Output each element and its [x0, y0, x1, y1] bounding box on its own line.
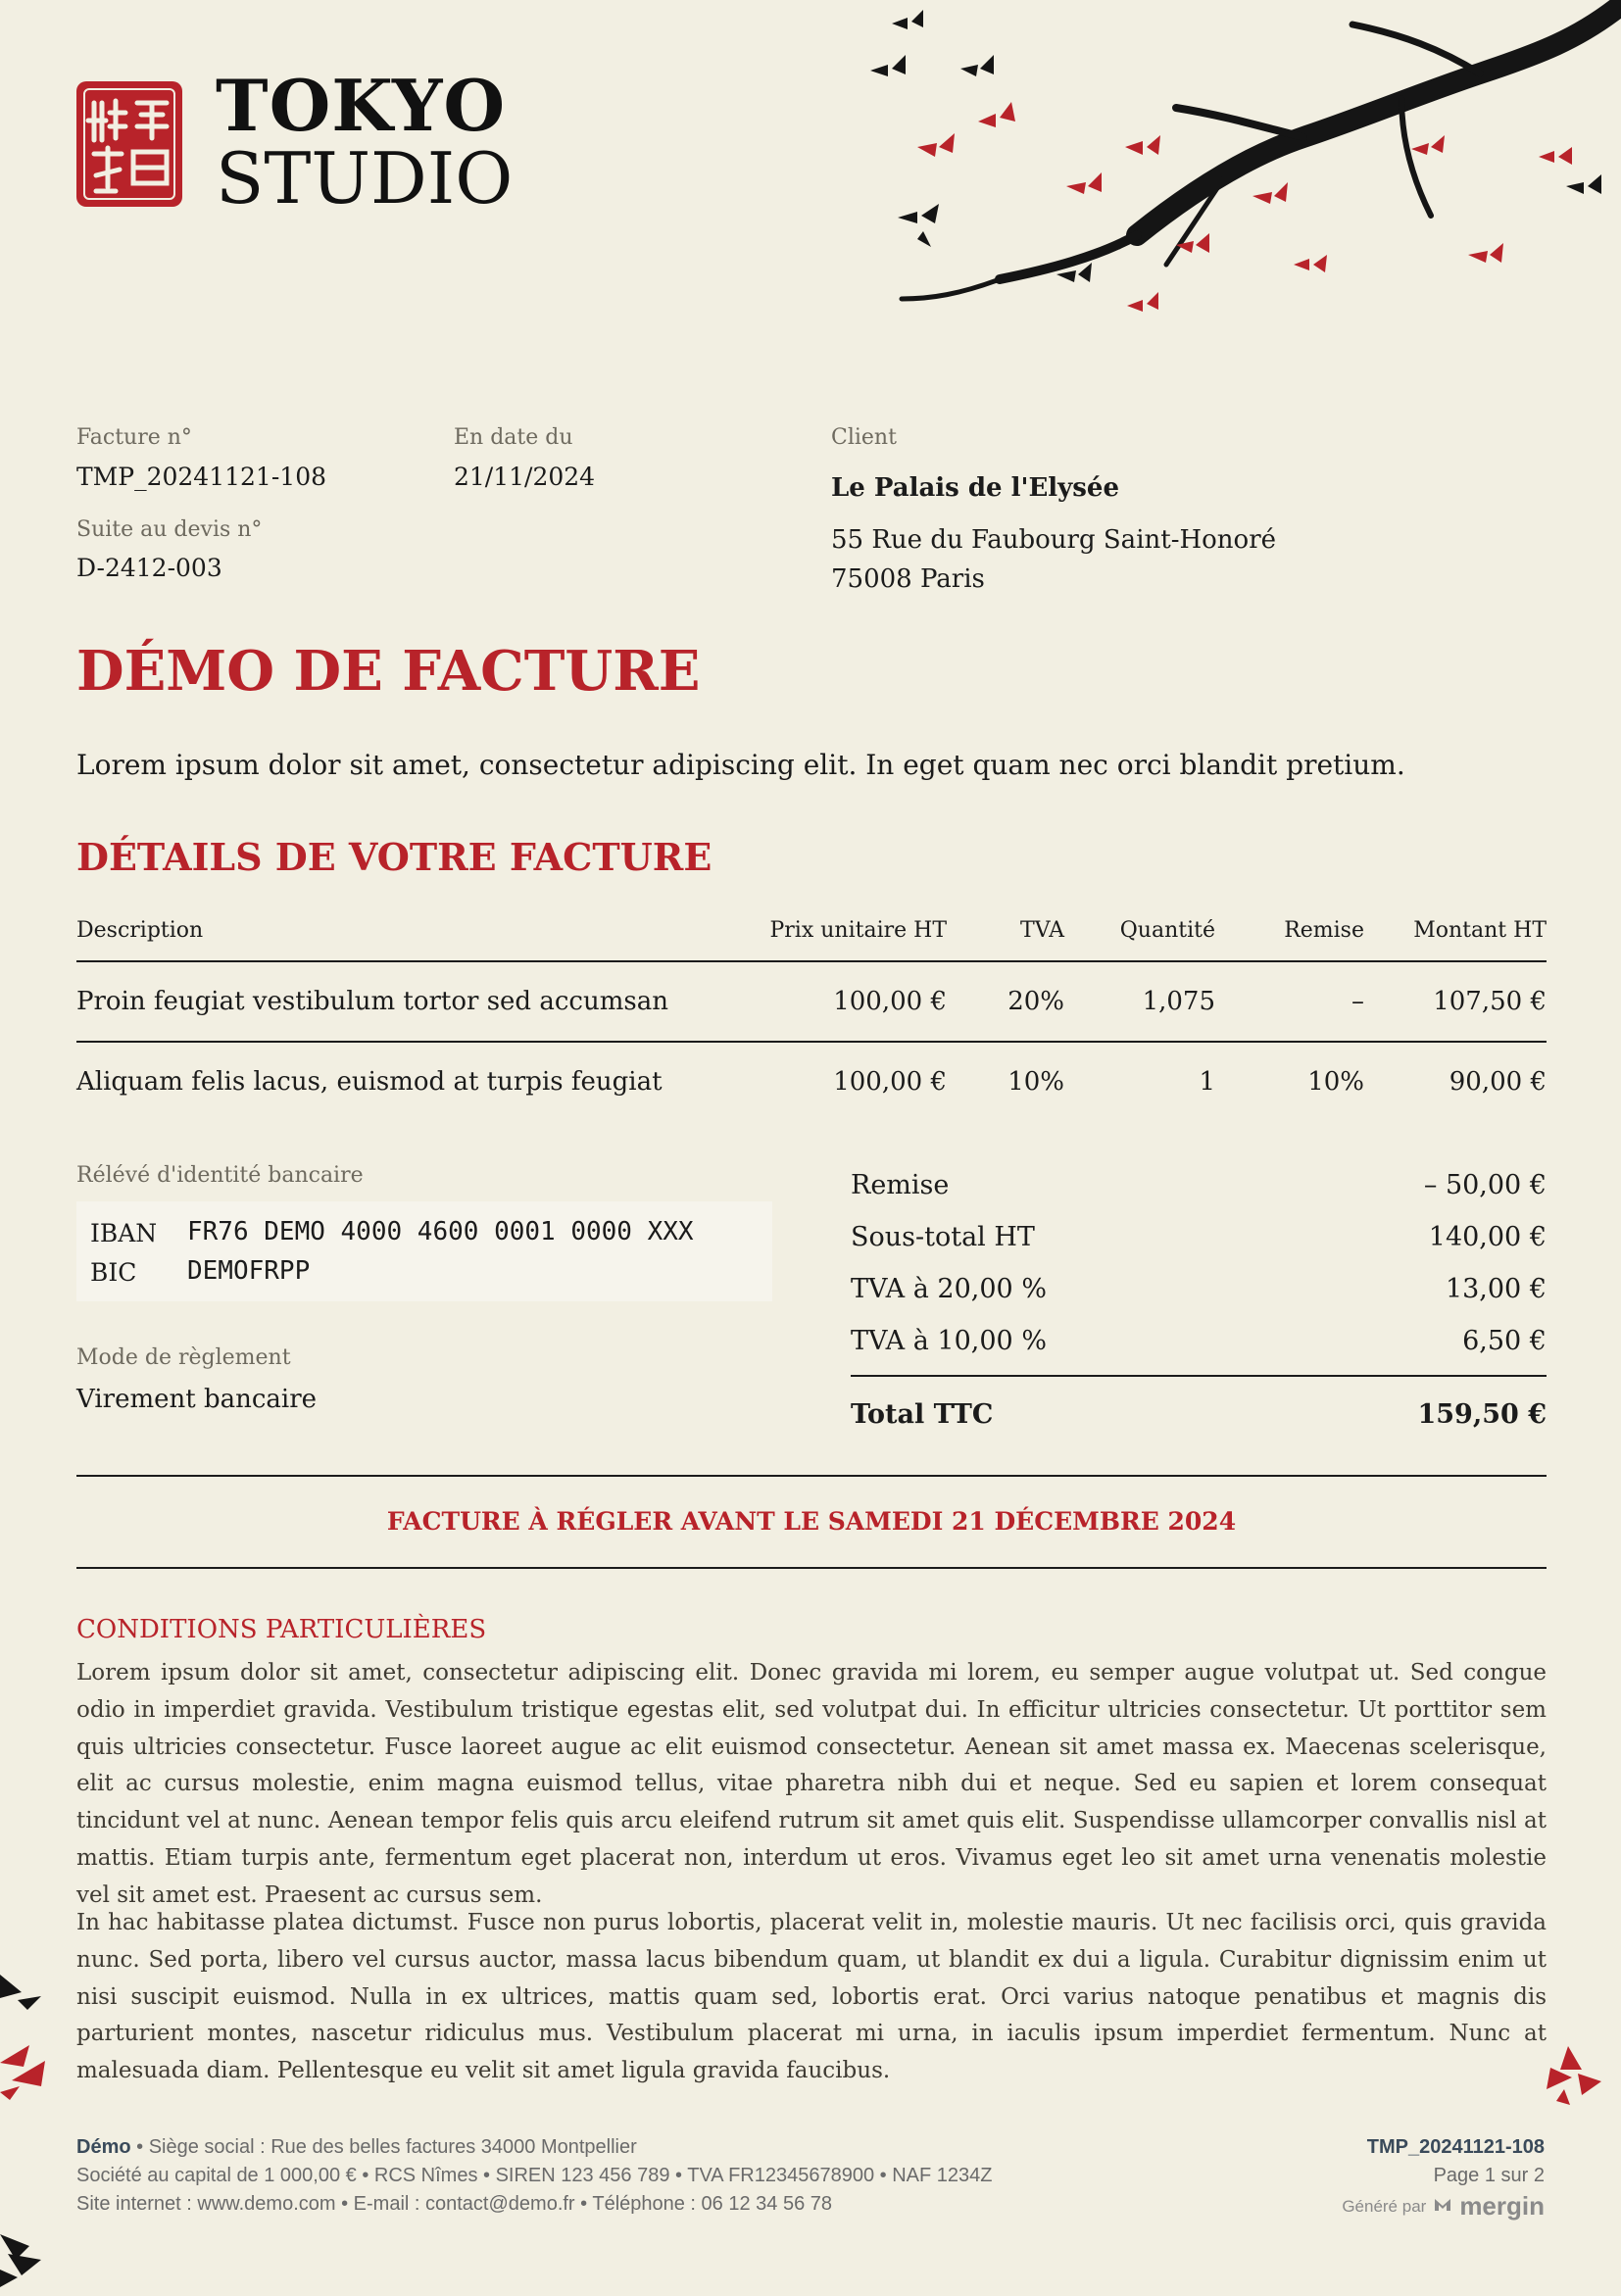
- column-header-vat: TVA: [1020, 918, 1064, 943]
- column-header-unit-price: Prix unitaire HT: [769, 918, 947, 943]
- row-discount: 10%: [1307, 1067, 1364, 1097]
- bank-details-label: Rélévé d'identité bancaire: [76, 1163, 364, 1188]
- row-vat: 10%: [1007, 1067, 1064, 1097]
- client-address-line1: 55 Rue du Faubourg Saint-Honoré: [831, 525, 1277, 555]
- totals-vat20-value: 13,00 €: [1445, 1274, 1547, 1304]
- totals-discount-label: Remise: [851, 1170, 950, 1200]
- totals-subtotal-value: 140,00 €: [1428, 1222, 1547, 1252]
- invoice-date: 21/11/2024: [454, 463, 596, 491]
- cherry-branch-decoration: [853, 0, 1621, 333]
- iban-value[interactable]: FR76 DEMO 4000 4600 0001 0000 XXX: [187, 1217, 694, 1246]
- leaf-decoration-left: [0, 1965, 78, 2106]
- row-quantity: 1: [1199, 1067, 1215, 1097]
- footer-generator-name: mergin: [1459, 2191, 1545, 2221]
- column-header-description: Description: [76, 918, 204, 943]
- row-unit-price: 100,00 €: [833, 1067, 947, 1097]
- quote-number: D-2412-003: [76, 554, 222, 582]
- due-notice: FACTURE À RÉGLER AVANT LE SAMEDI 21 DÉCEMBRE 2024: [386, 1507, 1237, 1536]
- conditions-heading: CONDITIONS PARTICULIÈRES: [76, 1615, 487, 1644]
- footer-generated-by: Généré par: [1342, 2196, 1427, 2216]
- invoice-number-label: Facture n°: [76, 425, 192, 450]
- row-discount: –: [1351, 987, 1364, 1016]
- totals-divider: [851, 1375, 1547, 1377]
- client-label: Client: [831, 425, 897, 450]
- intro-text: Lorem ipsum dolor sit amet, consectetur adipiscing elit. In eget quam nec orci blandit pretium.: [76, 749, 1405, 781]
- row-amount: 107,50 €: [1433, 987, 1547, 1016]
- details-heading: DÉTAILS DE VOTRE FACTURE: [76, 835, 712, 879]
- payment-method-label: Mode de règlement: [76, 1345, 291, 1370]
- column-header-quantity: Quantité: [1119, 918, 1215, 943]
- row-description: Proin feugiat vestibulum tortor sed accumsan: [76, 987, 668, 1016]
- totals-vat20-label: TVA à 20,00 %: [851, 1274, 1047, 1304]
- conditions-paragraph-2: In hac habitasse platea dictumst. Fusce non purus lobortis, placerat velit in, molestie mauris. Ut nec facilisis orci, quis gravida nunc. Sed porta, libero vel cursus auctor, massa lacus bibendum quam, ut blandit ex dui a ligula. Curabitur dignissim enim ut nisi suscipit euismod. Nulla in ex ultrices, mattis quam sed, lobortis erat. Orci varius natoque penatibus et magnis dis parturient montes, nascetur ridiculus mus. Vestibulum placerat mi urna, in iaculis ipsum imperdiet fermentum. Nunc at malesuada diam. Pellentesque eu velit sit amet ligula gravida faucibus.: [76, 1910, 1547, 2084]
- brand-name: [216, 64, 514, 220]
- row-vat: 20%: [1007, 987, 1064, 1016]
- footer-line3: Site internet : www.demo.com • E-mail : contact@demo.fr • Téléphone : 06 12 34 56 78: [76, 2193, 832, 2215]
- invoice-number: TMP_20241121-108: [76, 463, 327, 491]
- brand-name-line2: STUDIO: [216, 137, 514, 220]
- footer-doc-ref: TMP_20241121-108: [1366, 2136, 1545, 2158]
- row-description: Aliquam felis lacus, euismod at turpis feugiat: [76, 1067, 663, 1097]
- leaf-decoration-bottom-left: [0, 2215, 69, 2296]
- totals-total-label: Total TTC: [851, 1399, 994, 1430]
- table-row-divider: [76, 1041, 1547, 1043]
- totals-discount-value: – 50,00 €: [1423, 1170, 1547, 1200]
- column-header-amount: Montant HT: [1413, 918, 1547, 943]
- quote-number-label: Suite au devis n°: [76, 517, 263, 542]
- table-header-divider: [76, 960, 1547, 962]
- conditions-paragraph-1: Lorem ipsum dolor sit amet, consectetur adipiscing elit. Donec gravida mi lorem, eu semper augue volutpat ut. Sed congue odio in imperdiet gravida. Vestibulum tristique egestas elit, sed volutpat dui. In efficitur ultricies consectetur. Ut porttitor sem quis ultricies consectetur. Fusce laoreet augue ac elit euismod consectetur. Aenean sit amet massa ex. Maecenas scelerisque, elit ac cursus molestie, enim magna euismod tellus, vitae pharetra nibh dui et neque. Sed eu sapien et lorem consequat tincidunt vel at nunc. Aenean tempor felis quis arcu eleifend rutrum sit amet quis elit. Suspendisse ullamcorper convallis nisl at mattis. Etiam turpis ante, fermentum eget placerat non, interdum ut eros. Vivamus eget leo sit amet urna venenatis molestie vel sit amet est. Praesent ac cursus sem.: [76, 1660, 1547, 1908]
- bic-label: BIC: [90, 1258, 137, 1287]
- footer-company: Démo: [76, 2136, 131, 2158]
- invoice-date-label: En date du: [454, 425, 573, 450]
- mergin-logo-icon: [1434, 2197, 1451, 2217]
- client-name: Le Palais de l'Elysée: [831, 473, 1119, 503]
- totals-subtotal-label: Sous-total HT: [851, 1222, 1035, 1252]
- client-address-line2: 75008 Paris: [831, 564, 985, 594]
- brand-name-line1: TOKYO: [216, 64, 507, 147]
- totals-total-value: 159,50 €: [1417, 1399, 1547, 1430]
- logo-seal: [76, 81, 182, 207]
- page-title: DÉMO DE FACTURE: [76, 639, 701, 704]
- due-notice-top-rule: [76, 1475, 1547, 1477]
- row-quantity: 1,075: [1142, 987, 1215, 1016]
- footer-address: • Siège social : Rue des belles factures 34000 Montpellier: [130, 2136, 637, 2158]
- row-unit-price: 100,00 €: [833, 987, 947, 1016]
- leaf-decoration-right: [1529, 2038, 1617, 2111]
- footer-line1: [76, 2136, 637, 2159]
- footer-generator[interactable]: [1342, 2191, 1545, 2222]
- footer-page-number: Page 1 sur 2: [1433, 2165, 1545, 2186]
- payment-method-value: Virement bancaire: [76, 1385, 318, 1414]
- due-notice-bottom-rule: [76, 1567, 1547, 1569]
- bic-value[interactable]: DEMOFRPP: [187, 1256, 311, 1286]
- totals-vat10-value: 6,50 €: [1462, 1326, 1547, 1356]
- iban-label: IBAN: [90, 1219, 158, 1247]
- column-header-discount: Remise: [1284, 918, 1364, 943]
- bank-details-box: [76, 1201, 772, 1301]
- footer-line2: Société au capital de 1 000,00 € • RCS Nîmes • SIREN 123 456 789 • TVA FR12345678900 • NAF 1234Z: [76, 2165, 993, 2186]
- totals-vat10-label: TVA à 10,00 %: [851, 1326, 1047, 1356]
- row-amount: 90,00 €: [1449, 1067, 1547, 1097]
